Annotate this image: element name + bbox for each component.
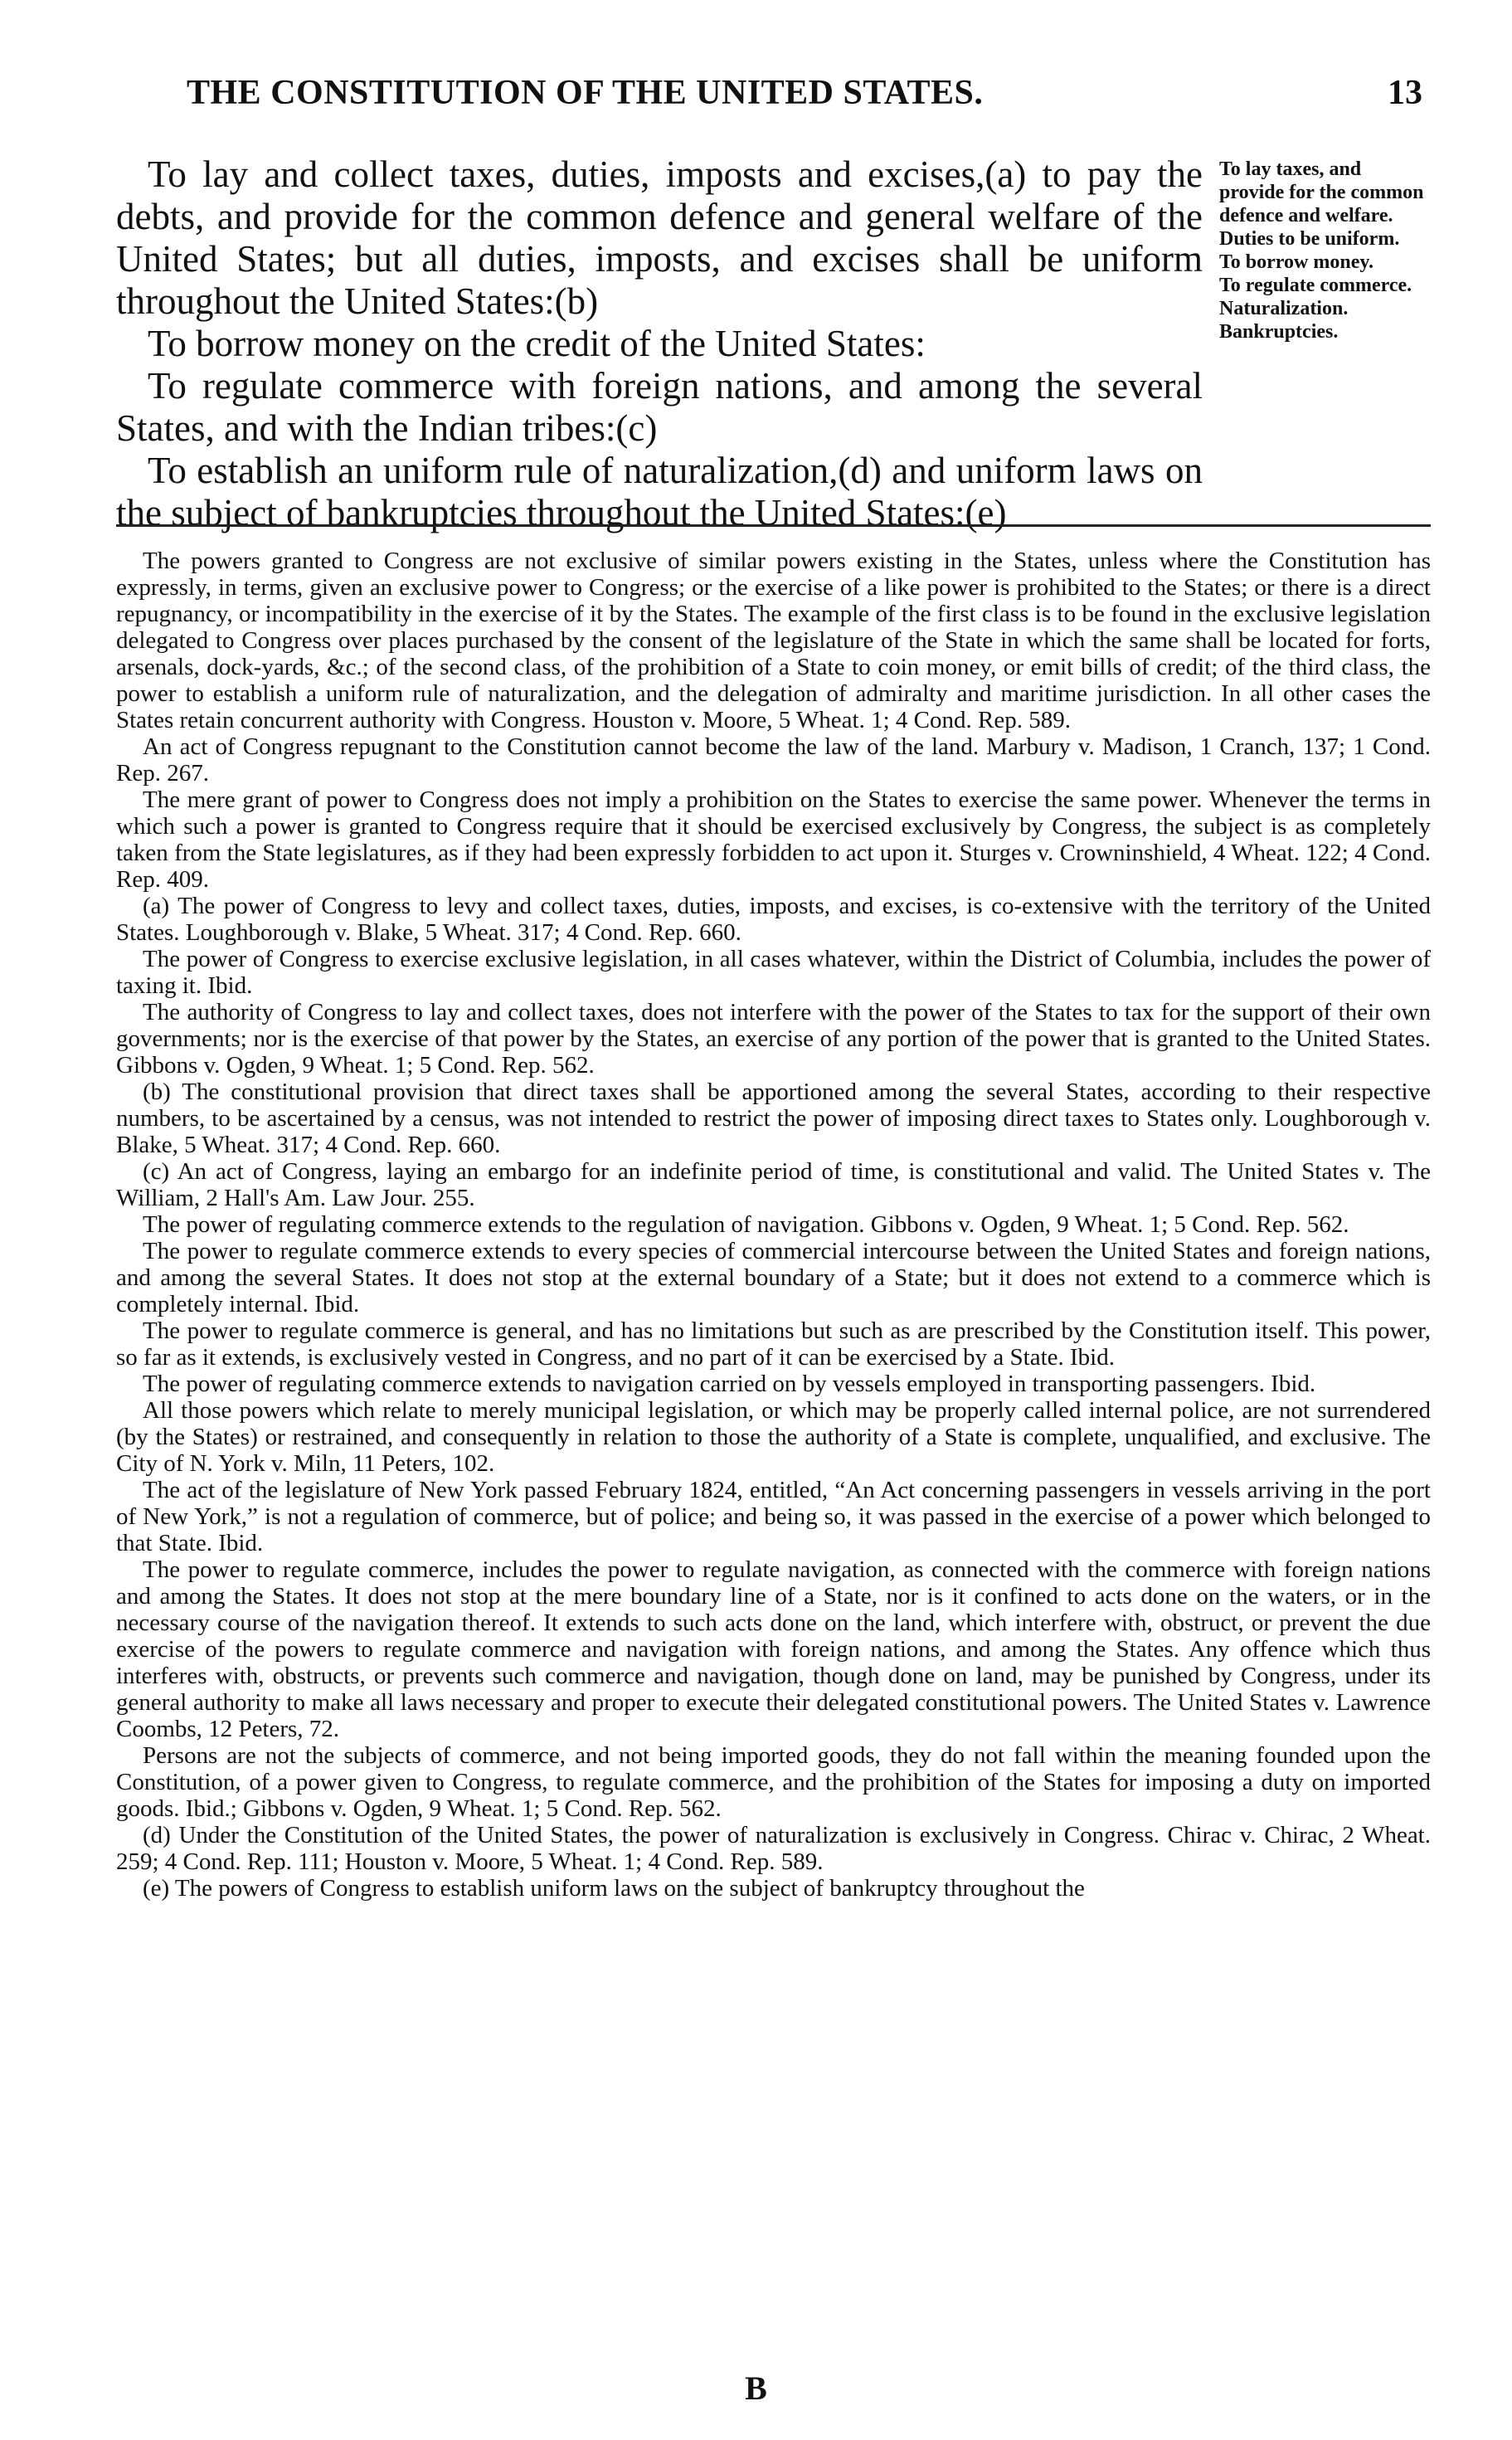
running-header [187,73,1422,126]
clause-borrow: To borrow money on the credit of the United States: [148,323,926,364]
annotation-paragraph: The powers granted to Congress are not exclusive of similar powers existing in the States, unless where the Constitution has expressly, in terms, given an exclusive power to Congress; or the exercise of a like power is prohibited to the States; or there is a direct repugnancy, or incompatibility in the exercise of it by the States. The example of the first class is to be found in the exclusive legislation delegated to Congress over places purchased by the consent of the legislature of the State in which the same shall be located for forts, arsenals, dock-yards, &c.; of the second class, of the prohibition of a State to coin money, or emit bills of credit; of the third class, the power to establish a uniform rule of naturalization, and the delegation of admiralty and maritime jurisdiction. In all other cases the States retain concurrent authority with Congress. Houston v. Moore, 5 Wheat. 1; 4 Cond. Rep. 589. [116,548,1431,733]
running-title: THE CONSTITUTION OF THE UNITED STATES. [187,74,984,112]
annotations [116,548,1431,1902]
annotation-paragraph: The power to regulate commerce, includes the power to regulate navigation, as connected with the commerce with foreign nations and among the States. It does not stop at the mere boundary line of a State, nor is it confined to acts done on the waters, or in the necessary course of the navigation thereof. It extends to such acts done on the land, which interfere with, obstruct, or prevent the due exercise of the powers to regulate commerce and navigation with foreign nations, and among the States. Any offence which thus interferes with, obstructs, or prevents such commerce and navigation, though done on land, may be punished by Congress, under its general authority to make all laws necessary and proper to execute their delegated constitutional powers. The United States v. Lawrence Coombs, 12 Peters, 72. [116,1556,1431,1742]
sidenote-bankruptcies: Bankruptcies. [1219,321,1339,343]
annotation-paragraph: The power of regulating commerce extends to the regulation of navigation. Gibbons v. Ogden, 9 Wheat. 1; 5 Cond. Rep. 562. [143,1211,1349,1238]
sidenote-naturalization: Naturalization. [1219,298,1349,319]
annotation-paragraph: (a) The power of Congress to levy and collect taxes, duties, imposts, and excises, is co-extensive with the territory of the United States. Loughborough v. Blake, 5 Wheat. 317; 4 Cond. Rep. 660. [116,893,1431,946]
clause-commerce: To regulate commerce with foreign nations, and among the several States, and with the Indian tribes:(c) [116,365,1203,449]
annotation-paragraph: (b) The constitutional provision that direct taxes shall be apportioned among the several States, according to their respective numbers, to be ascertained by a census, was not intended to restrict the power of imposing direct taxes to States only. Loughborough v. Blake, 5 Wheat. 317; 4 Cond. Rep. 660. [116,1079,1431,1158]
sidenote-commerce: To regulate commerce. [1219,275,1412,296]
annotation-paragraph: An act of Congress repugnant to the Constitution cannot become the law of the land. Marbury v. Madison, 1 Cranch, 137; 1 Cond. Rep. 267. [116,733,1431,787]
divider-rule [116,524,1431,527]
annotation-paragraph: The power of Congress to exercise exclusive legislation, in all cases whatever, within the District of Columbia, includes the power of taxing it. Ibid. [116,946,1431,999]
page-number: 13 [1388,74,1422,112]
annotation-paragraph: Persons are not the subjects of commerce, and not being imported goods, they do not fall within the meaning founded upon the Constitution, of a power given to Congress, to regulate commerce, and the prohibition of the States for imposing a duty on imported goods. Ibid.; Gibbons v. Ogden, 9 Wheat. 1; 5 Cond. Rep. 562. [116,1742,1431,1822]
annotation-paragraph: The mere grant of power to Congress does not imply a prohibition on the States to exercise the same power. Whenever the terms in which such a power is granted to Congress require that it should be exercised exclusively by Congress, the subject is as completely taken from the State legislatures, as if they had been expressly forbidden to act upon it. Sturges v. Crowninshield, 4 Wheat. 122; 4 Cond. Rep. 409. [116,787,1431,893]
annotation-paragraph: The authority of Congress to lay and collect taxes, does not interfere with the power of the States to tax for the support of their own governments; nor is the exercise of that power by the States, an exercise of any portion of the power that is granted to the United States. Gibbons v. Ogden, 9 Wheat. 1; 5 Cond. Rep. 562. [116,999,1431,1079]
margin-notes [1219,158,1431,343]
sidenote-borrow: To borrow money. [1219,251,1374,273]
annotation-paragraph: The power of regulating commerce extends to navigation carried on by vessels employed in transporting passengers. Ibid. [143,1371,1316,1397]
sidenote-taxes: To lay taxes, and provide for the common defence and welfare. Duties to be uniform. [1219,158,1424,250]
annotation-paragraph: The power to regulate commerce extends to every species of commercial intercourse between the United States and foreign nations, and among the several States. It does not stop at the external boundary of a State; but it does not extend to a commerce which is completely internal. Ibid. [116,1238,1431,1317]
annotation-paragraph: All those powers which relate to merely municipal legislation, or which may be properly called internal police, are not surrendered (by the States) or restrained, and consequently in relation to those the authority of a State is complete, unqualified, and exclusive. The City of N. York v. Miln, 11 Peters, 102. [116,1397,1431,1477]
annotation-paragraph: (e) The powers of Congress to establish uniform laws on the subject of bankruptcy throughout the [143,1875,1085,1902]
annotation-paragraph: (d) Under the Constitution of the United States, the power of naturalization is exclusively in Congress. Chirac v. Chirac, 2 Wheat. 259; 4 Cond. Rep. 111; Houston v. Moore, 5 Wheat. 1; 4 Cond. Rep. 589. [116,1822,1431,1875]
annotation-paragraph: The act of the legislature of New York passed February 1824, entitled, “An Act concerning passengers in vessels arriving in the port of New York,” is not a regulation of commerce, but of police; and being so, it was passed in the exercise of a power which belonged to that State. Ibid. [116,1477,1431,1556]
signature-mark: B [745,2369,767,2407]
constitution-text [116,153,1203,534]
clause-naturalization: To establish an uniform rule of naturalization,(d) and uniform laws on the subject of bankruptcies throughout the United States:(e) [116,450,1203,533]
annotation-paragraph: (c) An act of Congress, laying an embargo for an indefinite period of time, is constitutional and valid. The United States v. The William, 2 Hall's Am. Law Jour. 255. [116,1158,1431,1211]
clause-taxes: To lay and collect taxes, duties, imposts and excises,(a) to pay the debts, and provide for the common defence and general welfare of the United States; but all duties, imposts, and excises shall be uniform throughout the United States:(b) [116,153,1203,322]
annotation-paragraph: The power to regulate commerce is general, and has no limitations but such as are prescribed by the Constitution itself. This power, so far as it extends, is exclusively vested in Congress, and no part of it can be exercised by a State. Ibid. [116,1317,1431,1371]
